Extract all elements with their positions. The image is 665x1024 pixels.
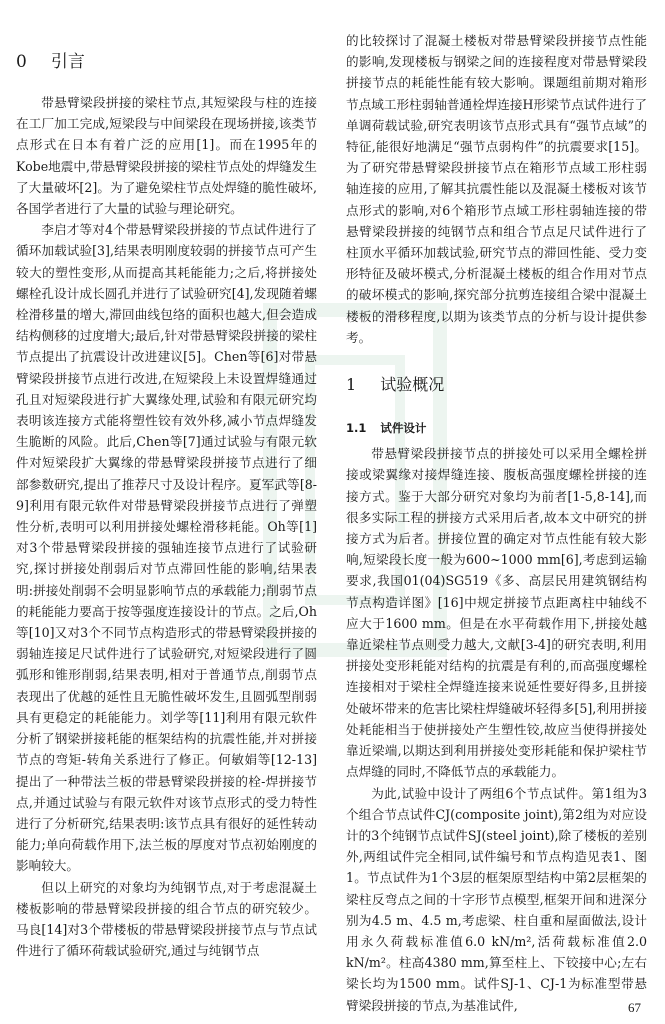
page-number: 67: [628, 1000, 641, 1015]
subsection-title: 试件设计: [380, 421, 427, 436]
body-paragraph: 但以上研究的对象均为纯钢节点,对于考虑混凝土楼板影响的带悬臂梁段拼接的组合节点的研究较少。马良[14]对3个带楼板的带悬臂梁段拼接节点与节点试件进行了循环荷载试验研究,通过与纯钢节点: [16, 879, 317, 959]
right-column: [346, 30, 647, 1016]
body-paragraph: 李启才等对4个带悬臂梁段拼接的节点试件进行了循环加载试验[3],结果表明刚度较弱的拼接节点可产生较大的塑性变形,从而提高其耗能能力;之后,将拼接处螺栓孔设计成长圆孔并进行了试验研究[4],发现随着螺栓滑移量的增大,滞回曲线包络的面积也越大,但会造成结构侧移的过度增大;最后,针对带悬臂梁段拼接的梁柱节点提出了抗震设计改进建议[5]。Chen等[6]对带悬臂梁段拼接节点进行改进,在短梁段上未设置焊缝通过孔且对短梁段进行扩大翼缘处理,试验和有限元研究均表明该连接方式能将塑性铰有效外移,减小节点焊缝发生脆断的风险。此后,Chen等[7]通过试验与有限元软件对短梁段扩大翼缘的带悬臂梁段拼接节点进行了细部参数研究,提出了推荐尺寸及设计程序。夏军武等[8-9]利用有限元软件对带悬臂梁段拼接节点进行了弹塑性分析,表明可以利用拼接处螺栓滑移耗能。Oh等[1]对3个带悬臂梁段拼接的强轴连接节点进行了试验研究,探讨拼接处削弱后对节点滞回性能的影响,结果表明:拼接处削弱不会明显影响节点的承载能力;削弱节点的耗能能力要高于按等强度连接设计的节点。之后,Oh等[10]又对3个不同节点构造形式的带悬臂梁段拼接的弱轴连接足尺试件进行了试验研究,对短梁段进行了圆弧形和锥形削弱,结果表明,相对于普通节点,削弱节点表现出了优越的延性且无脆性破坏发生,且圆弧型削弱具有更稳定的耗能能力。刘学等[11]利用有限元软件分析了钢梁拼接耗能的框架结构的抗震性能,并对拼接节点的弯矩-转角关系进行了修正。何敏娟等[12-13]提出了一种带法兰板的带悬臂梁段拼接的栓-焊拼接节点,并通过试验与有限元软件对该节点形式的受力特性进行了分析研究,结果表明:该节点具有很好的延性转动能力;单向荷载作用下,法兰板的厚度对节点初始刚度的影响较大。: [16, 222, 317, 874]
section-heading-test-overview: [346, 348, 647, 412]
subsection-heading: [346, 418, 647, 439]
section-heading-introduction: [16, 30, 317, 92]
section-number: 0: [16, 52, 27, 72]
subsection-number: 1.1: [346, 421, 367, 436]
left-column: [16, 30, 317, 961]
section-number: 1: [346, 375, 357, 395]
body-paragraph: 为此,试验中设计了两组6个节点试件。第1组为3个组合节点试件CJ(composite joint),第2组为对应设计的3个纯钢节点试件SJ(steel joint),除了楼板的差别外,两组试件完全相同,试件编号和节点构造见表1、图1。节点试件为1个3层的框架原型结构中第2层框架的梁柱反弯点之间的十字形节点模型,框架开间和进深分别为4.5 m、4.5 m,考虑梁、柱自重和屋面做法,设计用永久荷载标准值6.0 kN/m²,活荷载标准值2.0 kN/m²。柱高4380 mm,算至柱上、下铰接中心;左右梁长均为1500 mm。试件SJ-1、CJ-1为标准型带悬臂梁段拼接的节点,为基准试件,: [346, 785, 647, 1013]
body-paragraph: 带悬臂梁段拼接的梁柱节点,其短梁段与柱的连接在工厂加工完成,短梁段与中间梁段在现场拼接,该类节点形式在日本有着广泛的应用[1]。而在1995年的Kobe地震中,带悬臂梁段拼接的梁柱节点处的焊缝发生了大量破坏[2]。为了避免梁柱节点处焊缝的脆性破坏,各国学者进行了大量的试验与理论研究。: [16, 95, 317, 217]
body-paragraph: 的比较探讨了混凝土楼板对带悬臂梁段拼接节点性能的影响,发现楼板与钢梁之间的连接程度对带悬臂梁段拼接节点的耗能性能有较大影响。课题组前期对箱形节点域工形柱弱轴普通栓焊连接H形梁节点试件进行了单调荷载试验,研究表明该节点形式具有“强节点域”的特征,能很好地满足“强节点弱构件”的抗震要求[15]。为了研究带悬臂梁段拼接节点在箱形节点域工形柱弱轴连接的应用,了解其抗震性能以及混凝土楼板对该节点形式的影响,对6个箱形节点域工形柱弱轴连接的带悬臂梁段拼接的纯钢节点和组合节点足尺试件进行了柱顶水平循环加载试验,研究节点的滞回性能、受力变形特征及破坏模式,分析混凝土楼板的组合作用对节点的破坏模式的影响,探究部分抗剪连接组合梁中混凝土楼板的滑移程度,以期为该类节点的分析与设计提供参考。: [346, 33, 647, 345]
body-paragraph: 带悬臂梁段拼接节点的拼接处可以采用全螺栓拼接或梁翼缘对接焊缝连接、腹板高强度螺栓拼接的连接方式。鉴于大部分研究对象均为前者[1-5,8-14],而很多实际工程的拼接方式采用后者,故本文中研究的拼接方式为后者。拼接位置的确定对节点性能有较大影响,短梁段长度一般为600~1000 mm[6],考虑到运输要求,我国01(04)SG519《多、高层民用建筑钢结构节点构造详图》[16]中规定拼接节点距离柱中轴线不应大于1600 mm。但是在水平荷载作用下,拼接处越靠近梁柱节点则受力越大,文献[3-4]的研究表明,利用拼接处变形耗能对结构的抗震是有利的,而高强度螺栓连接相对于梁柱全焊缝连接来说延性要好得多,且拼接处破坏带来的危害比梁柱焊缝破坏轻得多[5],利用拼接处耗能相当于使拼接处产生塑性铰,故应当使得拼接处靠近梁端,以期达到利用拼接处变形耗能和保护梁柱节点焊缝的同时,不降低节点的承载能力。: [346, 446, 647, 780]
section-title: 引言: [50, 52, 85, 72]
section-title: 试验概况: [380, 375, 445, 395]
